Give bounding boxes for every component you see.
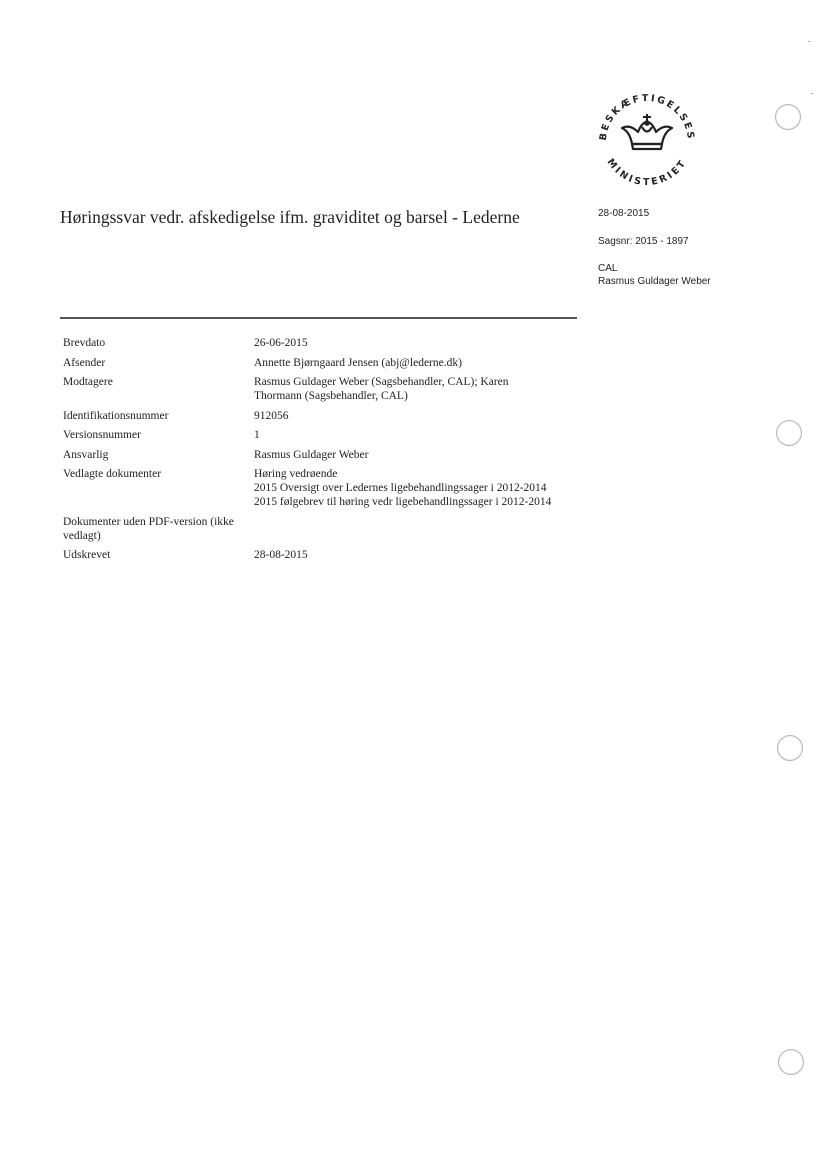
meta-label: Ansvarlig [63, 448, 109, 461]
meta-row-ansvarlig [63, 448, 583, 462]
meta-value: Rasmus Guldager Weber [254, 448, 369, 461]
meta-label: Identifikationsnummer [63, 409, 169, 422]
meta-label: Brevdato [63, 337, 106, 349]
meta-row-afsender [63, 356, 583, 370]
logo-text-bottom: MINISTERIET [604, 156, 690, 186]
meta-value-line: Rasmus Guldager Weber (Sagsbehandler, CAL); Karen [254, 376, 509, 388]
meta-value: Annette Bjørngaard Jensen (abj@lederne.dk) [254, 356, 462, 369]
logo-text-top: BESKÆFTIGELSES [597, 92, 697, 142]
attachment-link[interactable]: Høring vedrøende [254, 468, 338, 480]
svg-text:MINISTERIET [605, 157, 690, 186]
meta-label-line: vedlagt) [63, 529, 101, 542]
ministry-logo [592, 84, 702, 186]
meta-value [254, 375, 583, 403]
meta-label: Versionsnummer [63, 429, 141, 441]
page-title: Høringssvar vedr. afskedigelse ifm. graviditet og barsel - Lederne [60, 207, 520, 227]
metadata-table [63, 336, 583, 568]
info-unit: CAL [598, 263, 618, 274]
meta-value [254, 515, 583, 543]
meta-label: Afsender [63, 356, 106, 369]
meta-value-line: Thormann (Sagsbehandler, CAL) [254, 390, 408, 402]
binder-hole [777, 735, 803, 761]
meta-row-udskrevet [63, 548, 583, 562]
meta-label-line: Dokumenter uden PDF-version (ikke [63, 515, 234, 528]
meta-label: Udskrevet [63, 549, 111, 561]
attachment-list [254, 467, 583, 509]
meta-row-uden-pdf [63, 515, 583, 543]
meta-value: 28-08-2015 [254, 549, 308, 561]
scan-speck [811, 93, 813, 94]
attachment-link[interactable]: 2015 følgebrev til høring vedr ligebehandlingssager i 2012-2014 [254, 496, 552, 508]
attachment-link[interactable]: 2015 Oversigt over Ledernes ligebehandlingssager i 2012-2014 [254, 482, 547, 494]
binder-hole [775, 104, 801, 130]
meta-row-vedlagte [63, 467, 583, 509]
info-case-number: Sagsnr: 2015 - 1897 [598, 236, 689, 247]
meta-value: 26-06-2015 [254, 337, 308, 349]
meta-row-modtagere [63, 375, 583, 403]
meta-label: Modtagere [63, 376, 113, 388]
meta-value: 1 [254, 429, 260, 441]
divider [60, 317, 577, 319]
meta-row-version [63, 428, 583, 442]
info-date: 28-08-2015 [598, 208, 650, 219]
crown-icon [592, 84, 702, 186]
meta-row-identifikation [63, 409, 583, 423]
meta-row-brevdato [63, 336, 583, 350]
scan-speck [808, 41, 810, 42]
meta-label [63, 515, 254, 543]
binder-hole [778, 1049, 804, 1075]
binder-hole [776, 420, 802, 446]
meta-value: 912056 [254, 409, 289, 422]
meta-label: Vedlagte dokumenter [63, 468, 162, 480]
info-person: Rasmus Guldager Weber [598, 276, 711, 287]
